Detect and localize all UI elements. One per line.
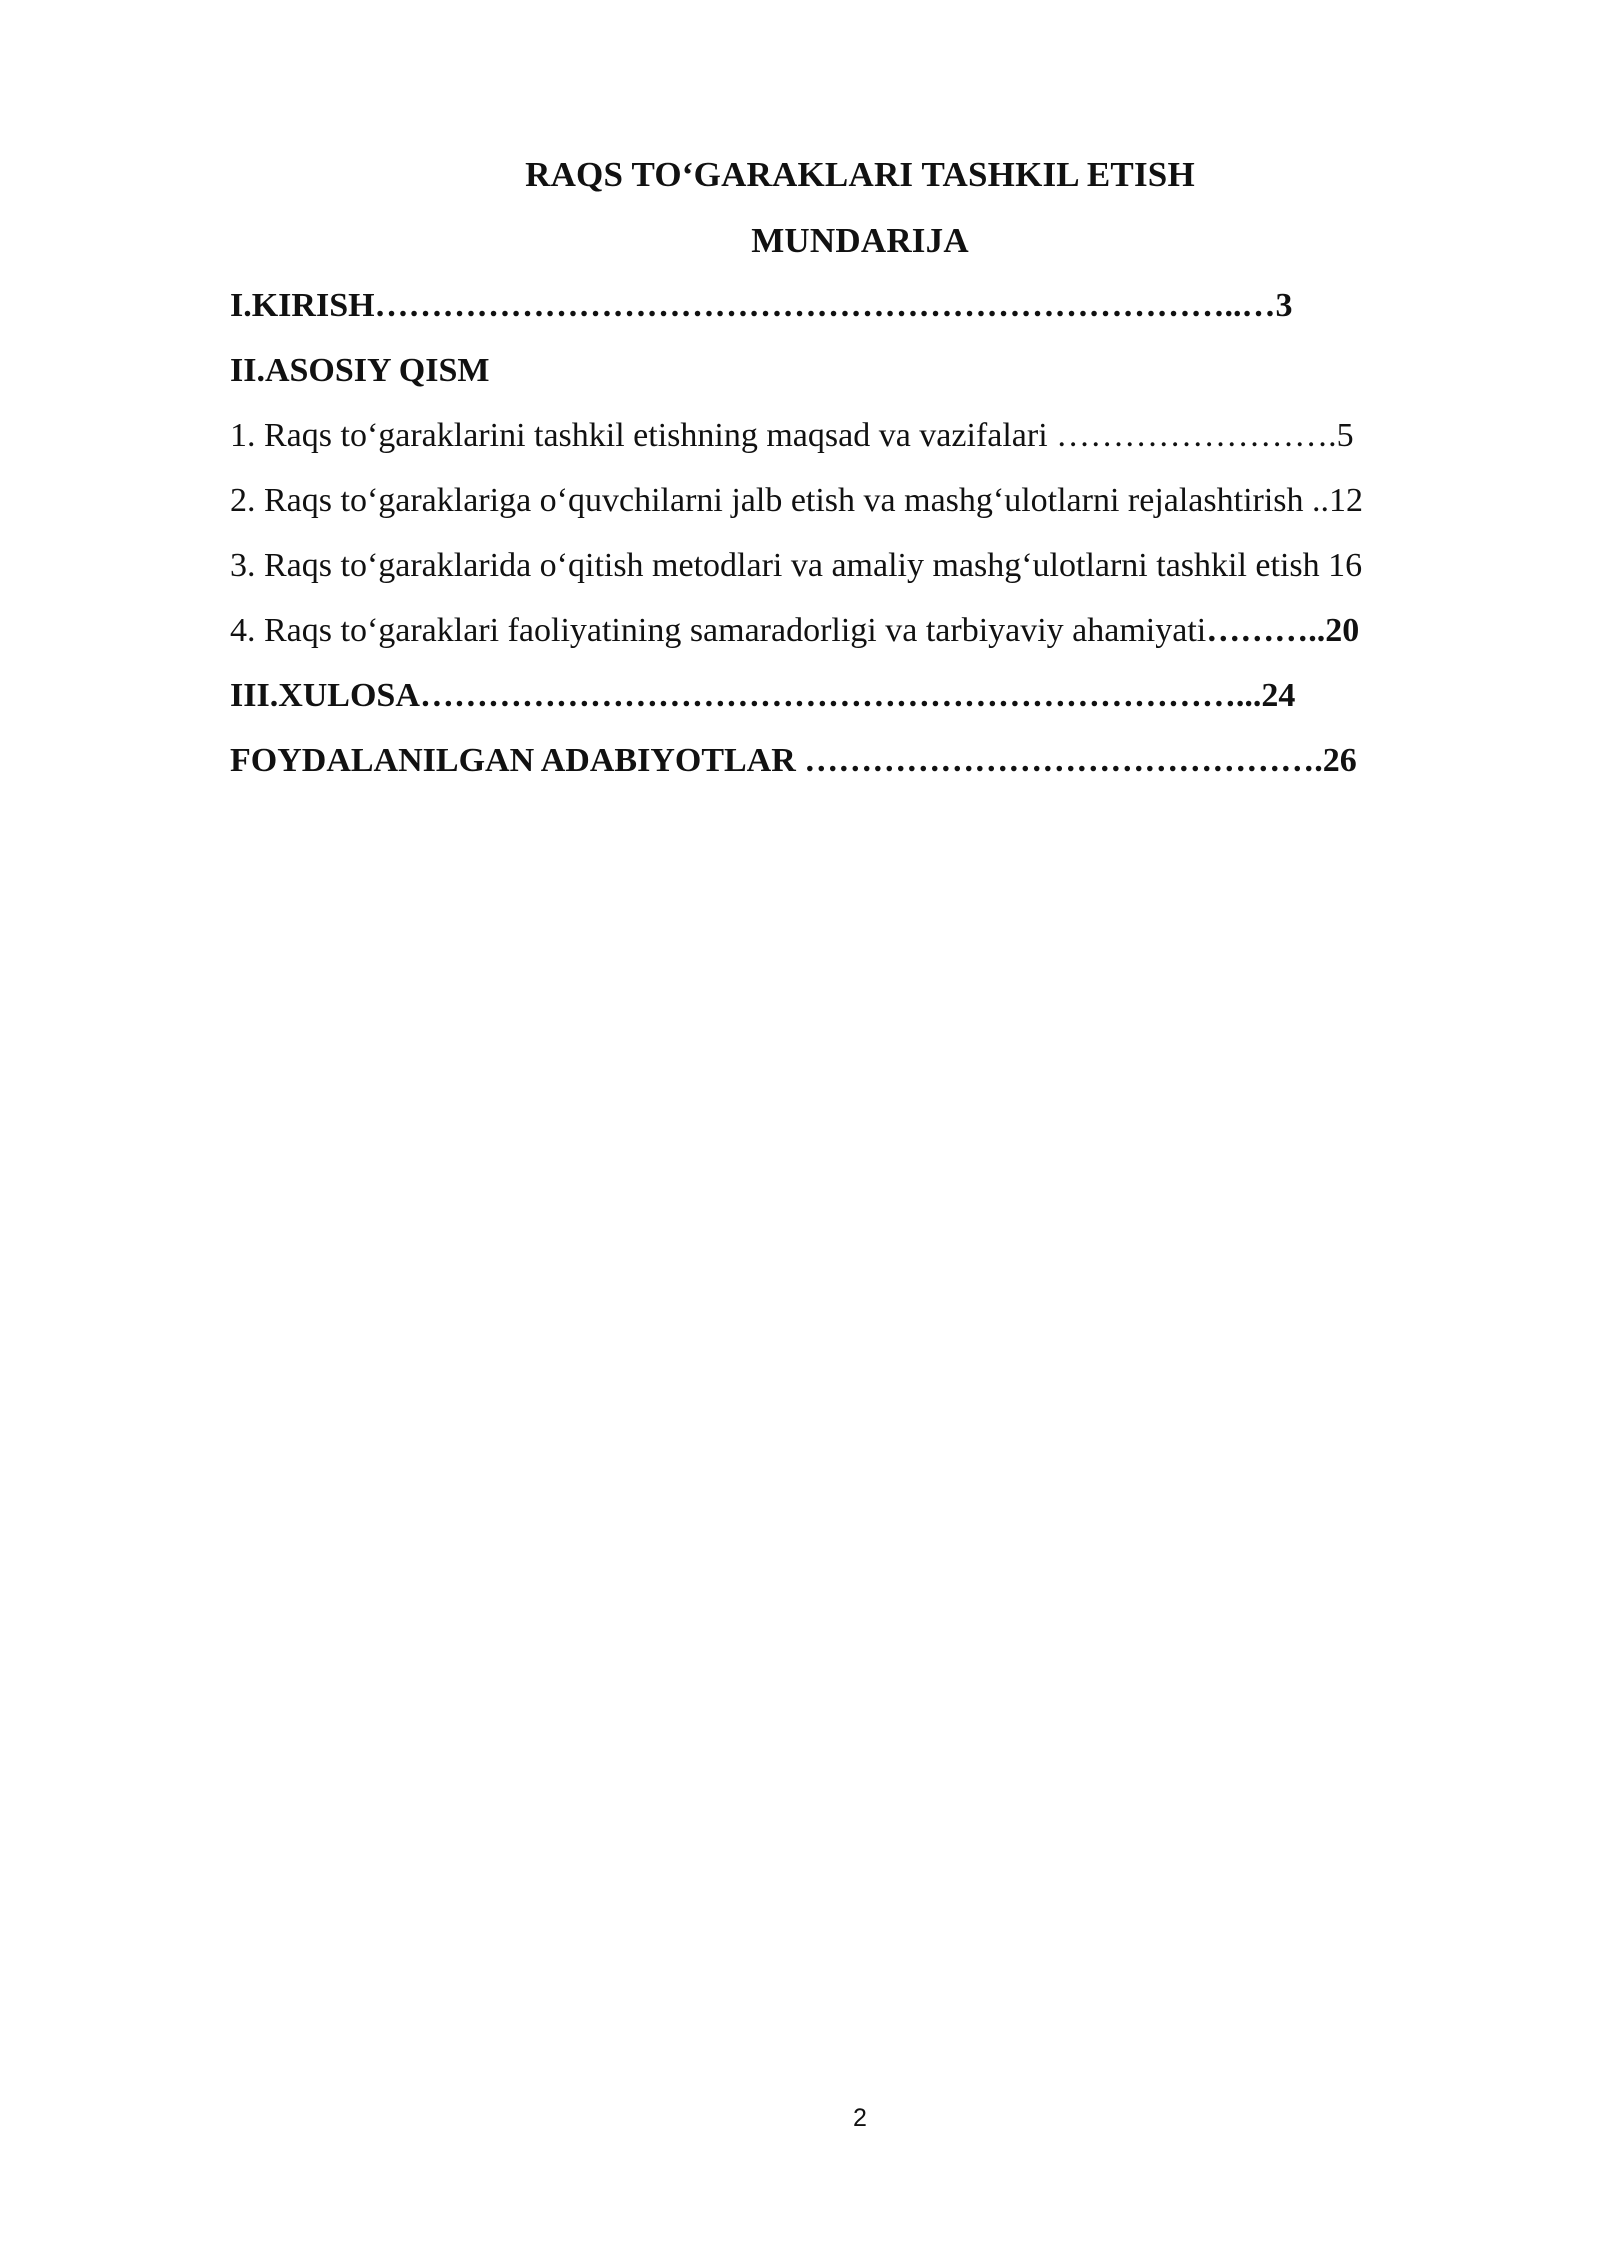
toc-entry-xulosa[interactable]: III.XULOSA………………………………………………………………...24: [230, 677, 1296, 714]
toc-entry-item-2[interactable]: 2. Raqs to‘garaklariga o‘quvchilarni jalb etish va mashg‘ulotlarni rejalashtirish ..12: [230, 482, 1364, 519]
toc-entry-adabiyotlar[interactable]: FOYDALANILGAN ADABIYOTLAR ……………………………………….26: [230, 742, 1357, 779]
toc-entry-item-4-leader: ………..20: [1206, 612, 1360, 649]
toc-entry-item-3[interactable]: 3. Raqs to‘garaklarida o‘qitish metodlari va amaliy mashg‘ulotlarni tashkil etish 16: [230, 547, 1363, 584]
document-title: RAQS TO‘GARAKLARI TASHKIL ETISH: [525, 155, 1195, 194]
toc-heading: MUNDARIJA: [751, 221, 969, 260]
toc-entry-kirish[interactable]: I.KIRISH…………………………………………………………………..…3: [230, 287, 1293, 324]
toc-entry-item-1[interactable]: 1. Raqs to‘garaklarini tashkil etishning maqsad va vazifalari …………………….5: [230, 417, 1354, 454]
toc-entry-item-4[interactable]: [230, 609, 1490, 674]
toc-section-asosiy-qism: II.ASOSIY QISM: [230, 352, 490, 389]
page-number: 2: [853, 2104, 867, 2132]
toc-entry-item-4-text: 4. Raqs to‘garaklari faoliyatining samaradorligi va tarbiyaviy ahamiyati: [230, 612, 1207, 649]
table-of-contents: [230, 284, 1490, 804]
